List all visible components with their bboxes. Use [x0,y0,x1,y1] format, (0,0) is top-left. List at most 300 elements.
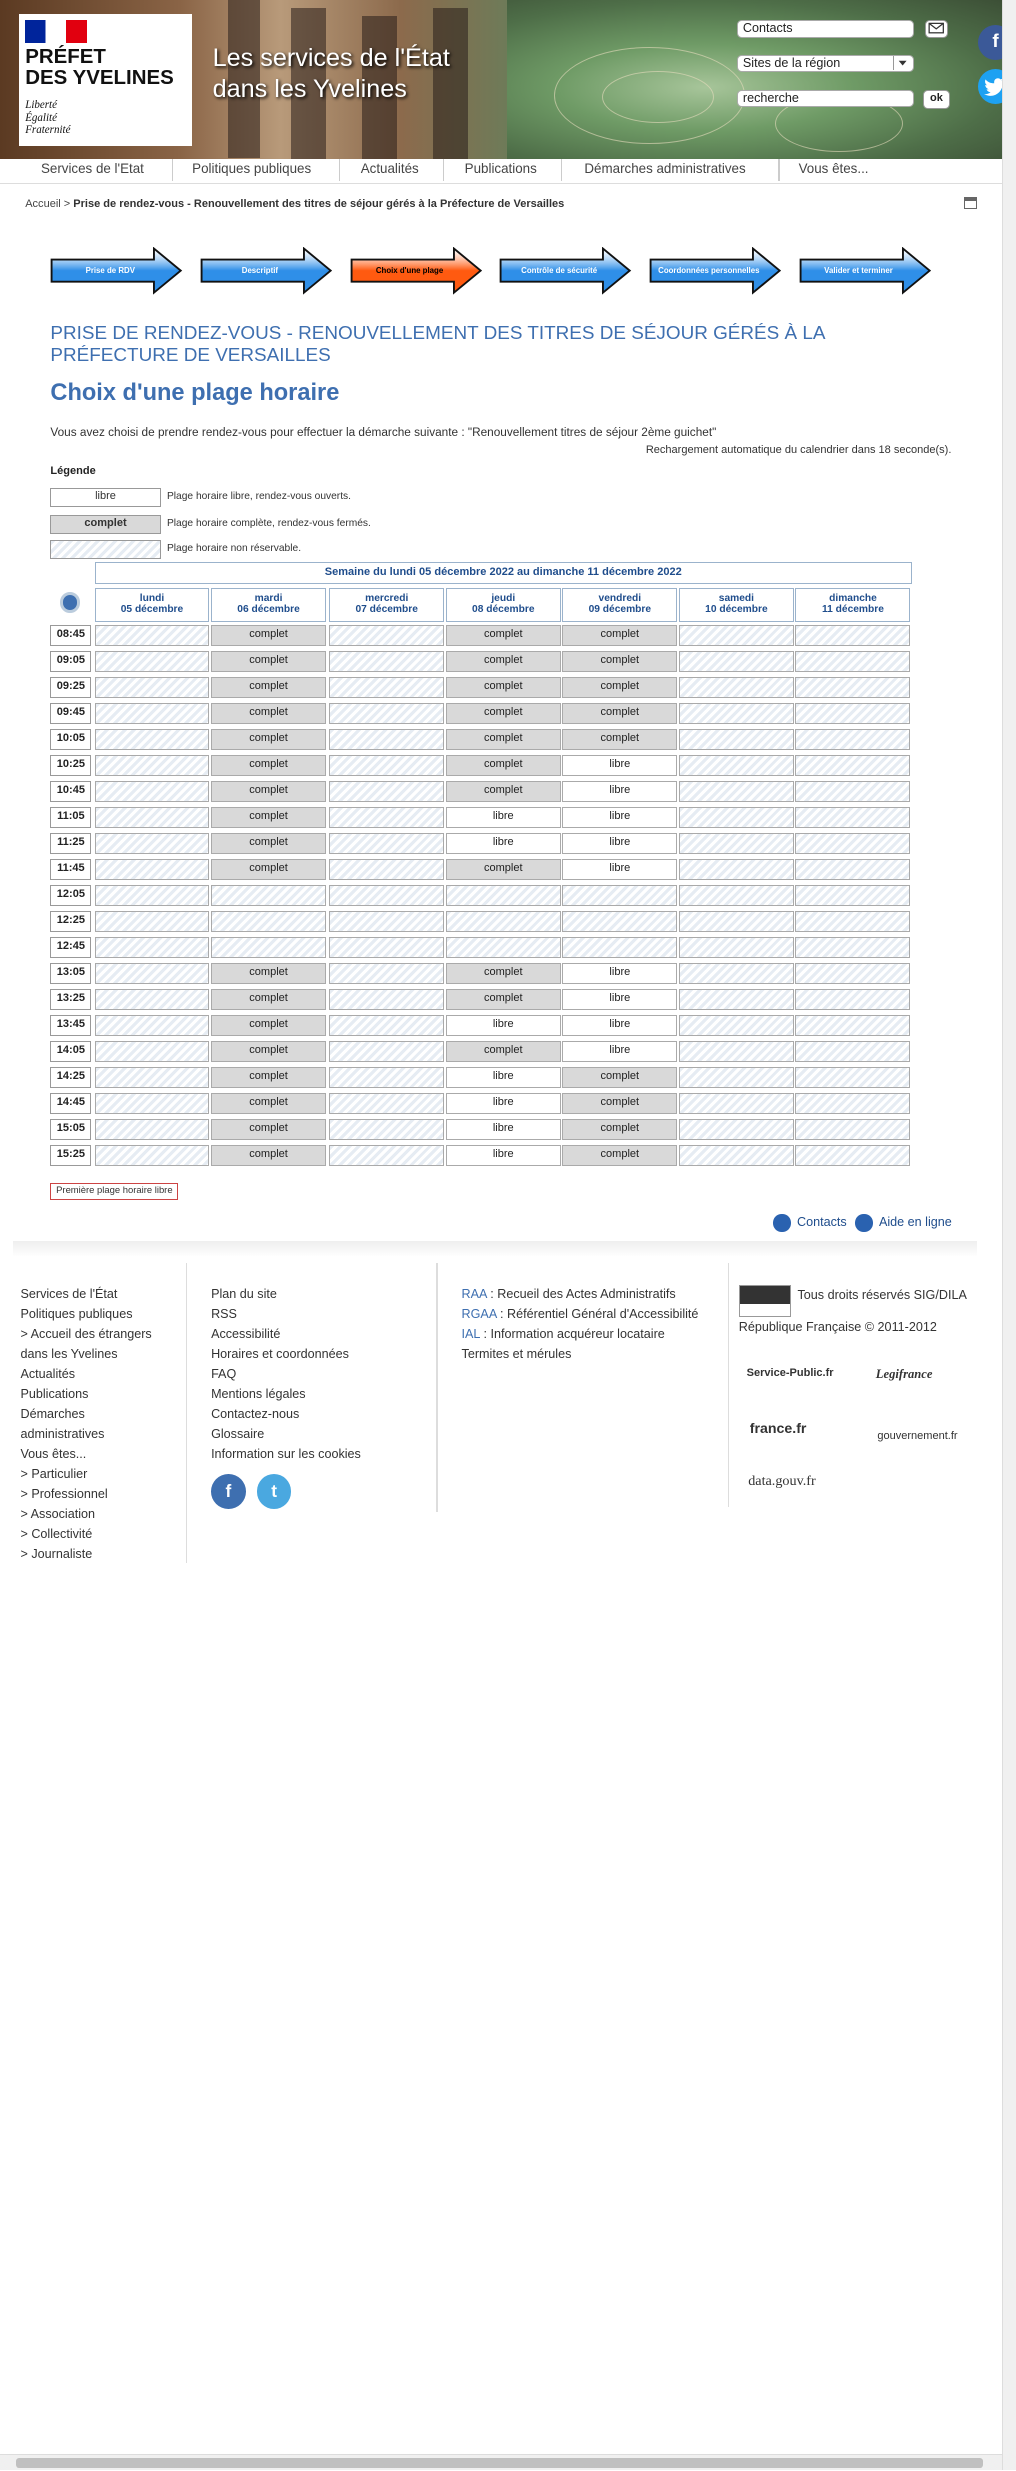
slot-unavailable [679,1145,794,1165]
time-label: 14:05 [50,1041,91,1061]
slot-unavailable [329,1015,444,1035]
slot-full: complet [211,1145,326,1165]
slot-unavailable [95,989,210,1009]
slot-unavailable [795,807,910,827]
time-label: 12:45 [50,937,91,957]
step-label: Descriptif [241,266,279,276]
scrollbar-thumb[interactable] [16,2458,983,2467]
slot-full: complet [211,989,326,1009]
slot-full: complet [211,677,326,697]
slot-unavailable [795,885,910,905]
info-icon [855,1214,872,1231]
footer-col-site [211,1284,361,1464]
slot-unavailable [679,729,794,749]
slot-free[interactable]: libre [446,1119,561,1139]
slot-unavailable [679,859,794,879]
header-banner [0,0,1002,159]
footer-site-link[interactable]: Glossaire [211,1426,265,1441]
slot-free[interactable]: libre [446,1015,561,1035]
slot-full: complet [211,1067,326,1087]
slot-unavailable [795,1093,910,1113]
time-label: 14:45 [50,1093,91,1113]
slot-unavailable [95,1067,210,1087]
footer-nav-link[interactable]: Actualités [20,1366,76,1381]
slot-unavailable [329,729,444,749]
step-label: Prise de RDV [85,266,135,276]
day-header [795,588,910,623]
site-title-line1: Les services de l'État [212,43,450,72]
time-label: 12:25 [50,911,91,931]
slot-unavailable [329,937,444,957]
slot-unavailable [95,677,210,697]
slot-unavailable [329,677,444,697]
day-date: 07 décembre [355,604,418,616]
slot-unavailable [95,755,210,775]
slot-unavailable [329,755,444,775]
day-name: mardi [254,593,283,605]
footer-info-text: : Information acquéreur locataire [479,1326,665,1341]
partner-service-public[interactable]: Service-Public.fr [746,1367,834,1380]
footer-info-link[interactable] [462,1304,699,1324]
slot-unavailable [795,1015,910,1035]
slot-full: complet [446,989,561,1009]
nav-separator [778,159,780,181]
slot-unavailable [679,625,794,645]
slot-full: complet [446,963,561,983]
refresh-icon[interactable] [60,592,80,612]
slot-free[interactable]: libre [562,833,677,853]
time-label: 14:25 [50,1067,91,1087]
time-label: 08:45 [50,625,91,645]
slot-unavailable [679,1015,794,1035]
slot-unavailable [795,625,910,645]
time-label: 13:05 [50,963,91,983]
footer-col-nav [20,1284,151,1564]
slot-full: complet [211,1093,326,1113]
prefet-logo[interactable] [19,14,192,146]
footer-nav-link[interactable]: > Collectivité [20,1526,93,1541]
slot-unavailable [795,1119,910,1139]
week-header: Semaine du lundi 05 décembre 2022 au dimanche 11 décembre 2022 [95,562,913,584]
slot-full: complet [562,1145,677,1165]
partner-data-gouv[interactable]: data.gouv.fr [748,1472,816,1489]
slot-unavailable [329,859,444,879]
footer-info-text: Termites et mérules [461,1346,572,1361]
slot-full: complet [211,729,326,749]
slot-unavailable [679,963,794,983]
motto-1: Liberté [25,99,58,112]
slot-free[interactable]: libre [562,1015,677,1035]
footer-info-link[interactable] [462,1284,699,1304]
reload-notice: Rechargement automatique du calendrier dans 18 seconde(s). [645,444,952,457]
slot-full: complet [211,625,326,645]
footer-contacts-label: Contacts [797,1215,847,1230]
chevron-down-icon [893,56,913,70]
day-header [562,588,677,623]
print-icon[interactable] [964,197,977,210]
day-header [95,588,210,623]
footer-help-link[interactable] [855,1214,951,1231]
slot-full: complet [446,859,561,879]
footer-help-label: Aide en ligne [878,1215,952,1230]
footer-site-link[interactable]: Horaires et coordonnées [211,1346,349,1361]
slot-full: complet [446,729,561,749]
site-title-line2: dans les Yvelines [212,75,407,104]
slot-unavailable [795,651,910,671]
footer-nav-link[interactable]: > Journaliste [20,1546,93,1561]
copyright-text: Tous droits réservés SIG/DILA République Française © 2011-2012 [738,1288,967,1335]
slot-unavailable [95,937,210,957]
nav-separator [443,159,445,181]
search-input[interactable]: recherche [737,90,913,107]
slot-full: complet [211,963,326,983]
day-name: lundi [139,593,165,605]
breadcrumb [25,198,564,210]
footer-separator [436,1263,438,1512]
slot-unavailable [562,937,677,957]
day-date: 09 décembre [588,604,652,616]
day-name: dimanche [829,593,877,605]
logo-line1: PRÉFET [25,45,106,69]
footer-info-text: : Recueil des Actes Administratifs [486,1286,676,1301]
motto-2: Égalité [25,111,58,124]
footer-divider [13,1241,977,1257]
slot-unavailable [679,703,794,723]
slot-full: complet [211,859,326,879]
step-label: Contrôle de sécurité [521,266,598,276]
step-4 [499,247,631,294]
step-6 [799,247,931,294]
motto-3: Fraternité [25,124,71,137]
footer-separator [186,1263,188,1562]
slot-full: complet [446,651,561,671]
slot-full: complet [562,1093,677,1113]
slot-unavailable [446,911,561,931]
info-icon [773,1214,790,1231]
footer-nav-link[interactable]: Démarches [20,1406,85,1421]
footer-site-link[interactable]: RSS [211,1306,237,1321]
time-label: 13:25 [50,989,91,1009]
slot-unavailable [329,1093,444,1113]
slot-unavailable [95,911,210,931]
slot-unavailable [679,833,794,853]
vertical-scrollbar[interactable] [1002,0,1016,2470]
footer-separator [728,1263,730,1507]
footer-nav-link[interactable]: Politiques publiques [20,1306,133,1321]
slot-unavailable [329,1067,444,1087]
footer-site-link[interactable]: Information sur les cookies [211,1446,361,1461]
footer-info-text: : Référentiel Général d'Accessibilité [496,1306,699,1321]
nav-services[interactable]: Services de l'Etat [40,160,144,176]
step-3 [350,247,482,294]
slot-free[interactable]: libre [446,807,561,827]
slot-full: complet [446,625,561,645]
footer-nav-link[interactable]: > Particulier [20,1466,88,1481]
slot-unavailable [95,1145,210,1165]
copyright [739,1285,967,1337]
slot-unavailable [679,755,794,775]
slot-unavailable [329,807,444,827]
slot-unavailable [329,833,444,853]
nav-separator [172,159,174,181]
breadcrumb-current: Prise de rendez-vous - Renouvellement des titres de séjour gérés à la Préfecture de Versailles [73,198,565,211]
time-label: 09:25 [50,677,91,697]
partner-france-fr[interactable]: france.fr [749,1420,807,1437]
slot-full: complet [562,677,677,697]
slot-unavailable [329,1041,444,1061]
footer-site-link[interactable]: Accessibilité [211,1326,281,1341]
slot-unavailable [795,859,910,879]
slot-unavailable [95,963,210,983]
day-header [446,588,561,623]
slot-unavailable [95,833,210,853]
slot-full: complet [562,625,677,645]
logo-line2: DES YVELINES [25,65,174,89]
footer-abbr: RAA [461,1286,487,1301]
slot-free[interactable]: libre [562,755,677,775]
slot-unavailable [211,885,326,905]
slot-unavailable [795,677,910,697]
nav-publications[interactable]: Publications [464,160,537,176]
slot-free[interactable]: libre [562,807,677,827]
slot-unavailable [95,807,210,827]
slot-unavailable [95,1119,210,1139]
slot-unavailable [329,963,444,983]
slot-full: complet [211,807,326,827]
footer-nav-link[interactable]: > Accueil des étrangers [20,1326,152,1341]
nav-vous-etes[interactable]: Vous êtes... [798,160,869,176]
slot-unavailable [795,911,910,931]
time-label: 10:45 [50,781,91,801]
footer-abbr: RGAA [461,1306,497,1321]
slot-free[interactable]: libre [446,1067,561,1087]
slot-full: complet [211,651,326,671]
day-date: 05 décembre [120,604,184,616]
slot-unavailable [211,911,326,931]
footer-nav-link[interactable]: > Professionnel [20,1486,108,1501]
footer-site-link[interactable]: FAQ [211,1366,237,1381]
time-label: 11:45 [50,859,91,879]
slot-unavailable [95,859,210,879]
site-title[interactable] [213,43,450,106]
slot-unavailable [795,703,910,723]
slot-free[interactable]: libre [446,1093,561,1113]
slot-unavailable [95,1015,210,1035]
legend-full-text: Plage horaire complète, rendez-vous fermés. [166,518,371,530]
slot-free[interactable]: libre [562,859,677,879]
nav-actualites[interactable]: Actualités [360,160,419,176]
day-name: jeudi [491,593,516,605]
contacts-field[interactable]: Contacts [737,20,913,37]
slot-unavailable [795,937,910,957]
day-header [329,588,444,623]
slot-unavailable [95,1041,210,1061]
slot-unavailable [562,885,677,905]
slot-unavailable [329,1145,444,1165]
slot-unavailable [679,1093,794,1113]
nav-politiques[interactable]: Politiques publiques [192,160,312,176]
slot-free[interactable]: libre [446,1145,561,1165]
slot-unavailable [329,1119,444,1139]
slot-full: complet [211,1015,326,1035]
mail-icon[interactable] [925,20,949,37]
time-label: 12:05 [50,885,91,905]
slot-unavailable [679,677,794,697]
facebook-icon[interactable]: f [211,1474,246,1509]
nav-separator [561,159,563,181]
day-header [679,588,794,623]
slot-unavailable [679,1041,794,1061]
region-select-value: Sites de la région [742,56,841,71]
slot-unavailable [795,1067,910,1087]
step-label: Coordonnées personnelles [658,266,760,276]
slot-unavailable [795,755,910,775]
slot-full: complet [446,755,561,775]
slot-unavailable [795,963,910,983]
slot-free[interactable]: libre [446,833,561,853]
day-date: 08 décembre [472,604,535,616]
slot-full: complet [211,755,326,775]
legend-free-text: Plage horaire libre, rendez-vous ouverts. [166,491,352,503]
day-date: 11 décembre [822,604,884,616]
breadcrumb-home[interactable]: Accueil [25,198,61,211]
slot-free[interactable]: libre [562,989,677,1009]
slot-unavailable [329,625,444,645]
time-label: 13:45 [50,1015,91,1035]
legend-na-text: Plage horaire non réservable. [166,543,302,555]
legend-full-swatch: complet [50,515,160,534]
slot-unavailable [329,911,444,931]
time-label: 11:25 [50,833,91,853]
slot-unavailable [329,885,444,905]
nav-separator [339,159,341,181]
slot-full: complet [562,703,677,723]
slot-full: complet [446,781,561,801]
slot-full: complet [211,833,326,853]
time-label: 09:05 [50,651,91,671]
legend-free-swatch: libre [50,488,160,507]
day-name: mercredi [365,593,409,605]
footer-nav-link[interactable]: dans les Yvelines [20,1346,118,1361]
time-label: 11:05 [50,807,91,827]
slot-unavailable [679,1067,794,1087]
slot-free[interactable]: libre [562,781,677,801]
first-free-slot-button[interactable]: Première plage horaire libre [50,1183,178,1200]
day-name: samedi [718,593,754,605]
slot-unavailable [95,885,210,905]
slot-unavailable [679,781,794,801]
footer-site-link[interactable]: Plan du site [211,1286,277,1301]
time-label: 10:05 [50,729,91,749]
breadcrumb-separator: > [63,198,71,211]
step-2 [200,247,332,294]
twitter-icon[interactable]: t [257,1474,292,1509]
slot-unavailable [446,937,561,957]
slot-unavailable [795,989,910,1009]
main-nav [0,159,1002,184]
footer-nav-link[interactable]: Services de l'État [20,1286,118,1301]
slot-unavailable [329,703,444,723]
slot-free[interactable]: libre [562,963,677,983]
slot-full: complet [562,729,677,749]
footer-nav-link[interactable]: Vous êtes... [20,1446,87,1461]
time-label: 09:45 [50,703,91,723]
slot-full: complet [562,1119,677,1139]
slot-unavailable [329,989,444,1009]
partner-legifrance[interactable]: Legifrance [875,1367,933,1382]
slot-unavailable [795,781,910,801]
slot-full: complet [562,1067,677,1087]
step-label: Choix d'une plage [375,266,444,276]
search-ok-button[interactable]: ok [923,90,950,109]
partner-gouvernement[interactable]: gouvernement.fr [877,1430,958,1443]
horizontal-scrollbar[interactable] [0,2454,1002,2470]
slot-unavailable [679,1119,794,1139]
slot-unavailable [795,833,910,853]
slot-unavailable [679,885,794,905]
footer-site-link[interactable]: Mentions légales [211,1386,306,1401]
slot-full: complet [211,1041,326,1061]
slot-unavailable [95,729,210,749]
footer-contacts-link[interactable] [773,1214,846,1231]
footer-nav-link[interactable]: Publications [20,1386,89,1401]
slot-unavailable [446,885,561,905]
slot-full: complet [446,677,561,697]
slot-unavailable [95,1093,210,1113]
day-date: 10 décembre [705,604,768,616]
intro-text: Vous avez choisi de prendre rendez-vous pour effectuer la démarche suivante : "Renouvellement titres de séjour 2ème guichet" [50,425,717,440]
footer-nav-link[interactable]: > Association [20,1506,96,1521]
footer-col-info [462,1284,699,1364]
marianne-flag-icon [25,20,86,42]
slot-unavailable [562,911,677,931]
legend-na-swatch [50,540,160,559]
slot-unavailable [95,703,210,723]
step-label: Valider et terminer [824,266,893,276]
day-name: vendredi [598,593,642,605]
step-5 [649,247,781,294]
time-label: 15:25 [50,1145,91,1165]
slot-unavailable [679,651,794,671]
republique-logo [739,1285,791,1317]
footer-abbr: IAL [461,1326,480,1341]
slot-unavailable [95,625,210,645]
slot-full: complet [211,1119,326,1139]
day-header [211,588,326,623]
legend-title: Légende [50,464,96,477]
footer-nav-link[interactable]: administratives [20,1426,105,1441]
slot-unavailable [679,807,794,827]
slot-unavailable [795,1145,910,1165]
slot-unavailable [329,651,444,671]
section-title: Choix d'une plage horaire [50,379,340,406]
slot-unavailable [795,729,910,749]
footer-site-link[interactable]: Contactez-nous [211,1406,300,1421]
slot-unavailable [679,937,794,957]
footer-info-link[interactable] [462,1324,699,1344]
footer-info-link[interactable] [462,1344,699,1364]
step-1 [50,247,182,294]
region-select[interactable] [737,55,913,72]
day-date: 06 décembre [237,604,300,616]
page-title: PRISE DE RENDEZ-VOUS - RENOUVELLEMENT DES TITRES DE SÉJOUR GÉRÉS À LA PRÉFECTURE DE VERSAILLES [50,322,825,366]
slot-full: complet [211,781,326,801]
nav-demarches[interactable]: Démarches administratives [584,160,746,176]
slot-full: complet [446,703,561,723]
facebook-icon[interactable]: f [978,25,1013,60]
slot-free[interactable]: libre [562,1041,677,1061]
slot-full: complet [446,1041,561,1061]
